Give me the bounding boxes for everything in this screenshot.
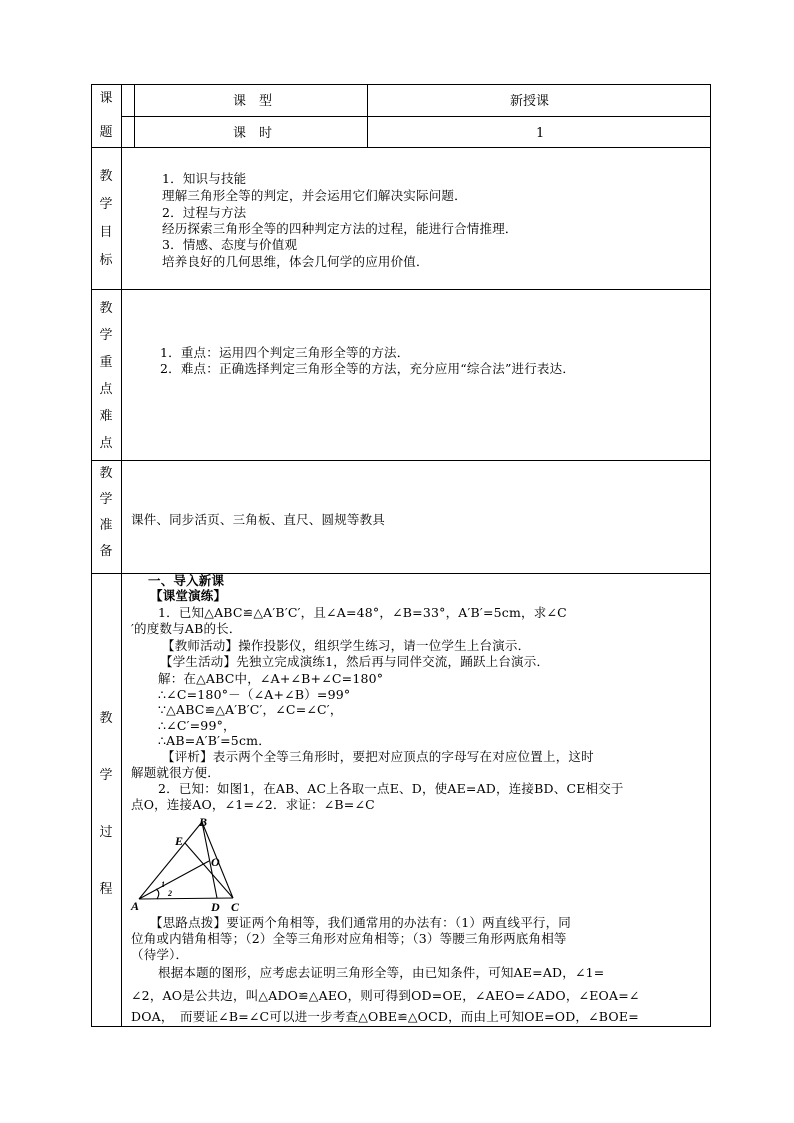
preparation-side-char: 学	[99, 492, 113, 507]
process-side-char: 教	[99, 711, 113, 726]
process-line: ∴AB=A′B′=5cm．	[158, 733, 271, 748]
header-side-label	[91, 92, 121, 140]
process-line: 根据本题的图形，应考虑去证明三角形全等，由已知条件，可知AE=AD，∠1=	[158, 965, 605, 980]
keypoints-line: 1．重点：运用四个判定三角形全等的方法．	[160, 345, 410, 360]
process-line: ∴∠C=180°－（∠A+∠B）=99°	[158, 687, 351, 702]
objectives-line: 2．过程与方法	[162, 205, 247, 220]
process-line: ′的度数与AB的长．	[131, 621, 242, 636]
keypoints-side-char: 点	[99, 382, 113, 397]
figure-segment-ab	[139, 822, 202, 899]
preparation-side-label	[91, 467, 121, 559]
objectives-side-char: 教	[99, 169, 113, 184]
keypoints-side-char: 学	[99, 328, 113, 343]
section-heading: 一、导入新课	[148, 573, 225, 588]
figure-label-angle-2: 2	[168, 889, 172, 898]
process-line: DOA， 而要证∠B=∠C可以进一步考查△OBE≌△OCD，而由上可知OE=OD，∠BOE=	[131, 1009, 639, 1024]
process-line: 【评析】表示两个全等三角形时，要把对应顶点的字母写在对应位置上，这时	[162, 749, 594, 764]
process-line: （待学）．	[131, 947, 189, 962]
header-inner-left-border	[134, 84, 135, 148]
preparation-text: 课件、同步活页、三角板、直尺、圆规等教具	[131, 512, 386, 527]
objectives-side-char: 学	[99, 197, 113, 212]
table-row-divider-2	[91, 289, 711, 290]
process-line: 1．已知△ABC≌△A′B′C′，且∠A=48°，∠B=33°，A′B′=5cm，求∠C	[158, 605, 567, 620]
keypoints-line: 2．难点：正确选择判定三角形全等的方法，充分应用“综合法”进行表达．	[160, 361, 576, 376]
figure-label-o: O	[211, 855, 220, 869]
process-side-char: 程	[99, 882, 113, 897]
process-line: ∵△ABC≌△A′B′C′，∠C=∠C′，	[158, 702, 343, 717]
figure-label-a: A	[131, 899, 140, 913]
figure-angle-arc	[156, 889, 159, 899]
process-line: 【教师活动】操作投影仪，组织学生练习，请一位学生上台演示．	[162, 638, 531, 653]
objectives-line: 培养良好的几何思维，体会几何学的应用价值．	[162, 254, 429, 269]
process-line: 解：在△ABC中，∠A+∠B+∠C=180°	[158, 671, 384, 686]
label-column-divider	[121, 84, 122, 1027]
header-side-char: 题	[99, 125, 113, 140]
keypoints-side-char: 重	[99, 355, 113, 370]
process-line: 【学生活动】先独立完成演练1，然后再与同伴交流，踊跃上台演示．	[160, 654, 550, 669]
figure-segment-ac	[139, 898, 233, 899]
lesson-period-label: 课 时	[233, 126, 273, 141]
preparation-side-char: 准	[99, 518, 113, 533]
lesson-type-value: 新授课	[510, 94, 550, 109]
table-border-top	[91, 84, 711, 85]
lesson-period-value: 1	[536, 126, 545, 141]
table-row-divider-1	[91, 147, 711, 148]
figure-label-c: C	[231, 900, 240, 914]
objectives-line: 理解三角形全等的判定，并会运用它们解决实际问题．	[162, 188, 467, 203]
figure-label-d: D	[211, 900, 220, 914]
header-row-divider	[121, 116, 711, 117]
objectives-side-char: 目	[99, 225, 113, 240]
process-line: ∠2，AO是公共边，叫△ADO≌△AEO，则可得到OD=OE，∠AEO=∠ADO，∠EOA=∠	[131, 988, 640, 1003]
process-line: 位角或内错角相等；（2）全等三角形对应角相等；（3）等腰三角形两底角相等	[131, 931, 567, 946]
objectives-line: 1．知识与技能	[162, 171, 247, 186]
table-border-bottom	[91, 1026, 711, 1027]
table-row-divider-3	[91, 460, 711, 461]
figure-segment-ao	[139, 861, 209, 899]
process-side-label	[91, 712, 121, 897]
keypoints-side-char: 点	[99, 436, 113, 451]
table-border-right	[710, 84, 711, 1027]
process-line: 【课堂演练】	[150, 588, 227, 603]
lesson-type-label: 课 型	[233, 94, 273, 109]
objectives-side-char: 标	[99, 253, 113, 268]
process-line: 【思路点拨】要证两个角相等，我们通常用的办法有：（1）两直线平行，同	[150, 915, 572, 930]
keypoints-side-char: 难	[99, 409, 113, 424]
figure-label-e: E	[175, 834, 184, 848]
header-value-divider	[367, 84, 368, 148]
process-line: 解题就很方便．	[131, 765, 220, 780]
objectives-line: 3．情感、态度与价值观	[162, 237, 298, 252]
figure-1-triangle	[128, 814, 258, 914]
preparation-side-char: 教	[99, 466, 113, 481]
figure-label-b: B	[199, 815, 208, 829]
process-line: 点O，连接AO，∠1=∠2．求证：∠B=∠C	[131, 797, 375, 812]
process-line: ∴∠C′=99°，	[158, 718, 236, 733]
preparation-side-char: 备	[99, 544, 113, 559]
process-side-char: 过	[99, 825, 113, 840]
keypoints-side-char: 教	[99, 301, 113, 316]
header-side-char: 课	[99, 91, 113, 106]
objectives-side-label	[91, 170, 121, 268]
figure-label-angle-1: 1	[161, 880, 165, 889]
objectives-line: 经历探索三角形全等的四种判定方法的过程，能进行合情推理．	[162, 221, 518, 236]
process-line: 2．已知：如图1，在AB、AC上各取一点E、D，使AE=AD，连接BD、CE相交于	[158, 781, 624, 796]
keypoints-side-label	[91, 302, 121, 451]
process-side-char: 学	[99, 768, 113, 783]
